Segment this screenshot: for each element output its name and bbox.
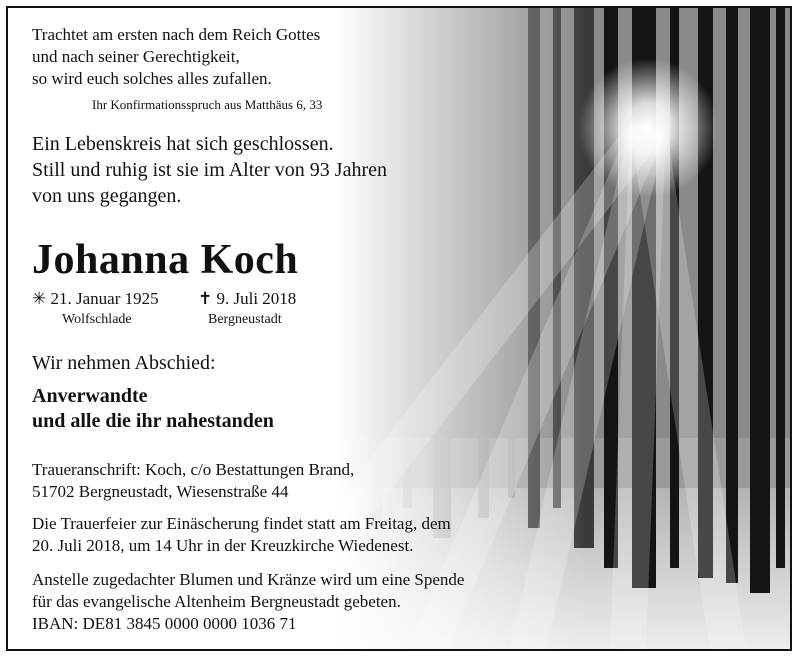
death-date-line <box>198 289 296 309</box>
deceased-name: Johanna Koch <box>32 237 299 283</box>
ceremony-line: 20. Juli 2018, um 14 Uhr in der Kreuzkirche Wiedenest. <box>32 536 414 555</box>
death-date: 9. Juli 2018 <box>216 289 297 308</box>
intro-line: von uns gegangen. <box>32 185 182 207</box>
ceremony-line: Die Trauerfeier zur Einäscherung findet statt am Freitag, dem <box>32 514 451 533</box>
verse-source: Ihr Konfirmationsspruch aus Matthäus 6, 33 <box>92 97 323 112</box>
iban-line: IBAN: DE81 3845 0000 0000 1036 71 <box>32 614 297 633</box>
address-line: Traueranschrift: Koch, c/o Bestattungen Brand, <box>32 460 355 479</box>
cross-icon: ✝ <box>198 289 213 308</box>
donation-line: für das evangelische Altenheim Bergneustadt gebeten. <box>32 592 401 611</box>
asterisk-icon: ✳ <box>32 289 47 308</box>
farewell-heading: Wir nehmen Abschied: <box>32 352 216 374</box>
birth-place: Wolfschlade <box>62 312 132 327</box>
verse-line: und nach seiner Gerechtigkeit, <box>32 47 240 66</box>
obituary-card <box>6 6 792 651</box>
mourners-line: Anverwandte <box>32 385 148 407</box>
birth-date: 21. Januar 1925 <box>50 289 159 308</box>
death-place: Bergneustadt <box>208 312 282 327</box>
birth-date-line <box>32 289 159 309</box>
intro-line: Ein Lebenskreis hat sich geschlossen. <box>32 133 334 155</box>
donation-line: Anstelle zugedachter Blumen und Kränze wird um eine Spende <box>32 570 465 589</box>
verse-line: so wird euch solches alles zufallen. <box>32 69 272 88</box>
mourners-line: und alle die ihr nahestanden <box>32 410 274 432</box>
intro-line: Still und ruhig ist sie im Alter von 93 Jahren <box>32 159 387 181</box>
verse-line: Trachtet am ersten nach dem Reich Gottes <box>32 25 321 44</box>
address-line: 51702 Bergneustadt, Wiesenstraße 44 <box>32 482 289 501</box>
